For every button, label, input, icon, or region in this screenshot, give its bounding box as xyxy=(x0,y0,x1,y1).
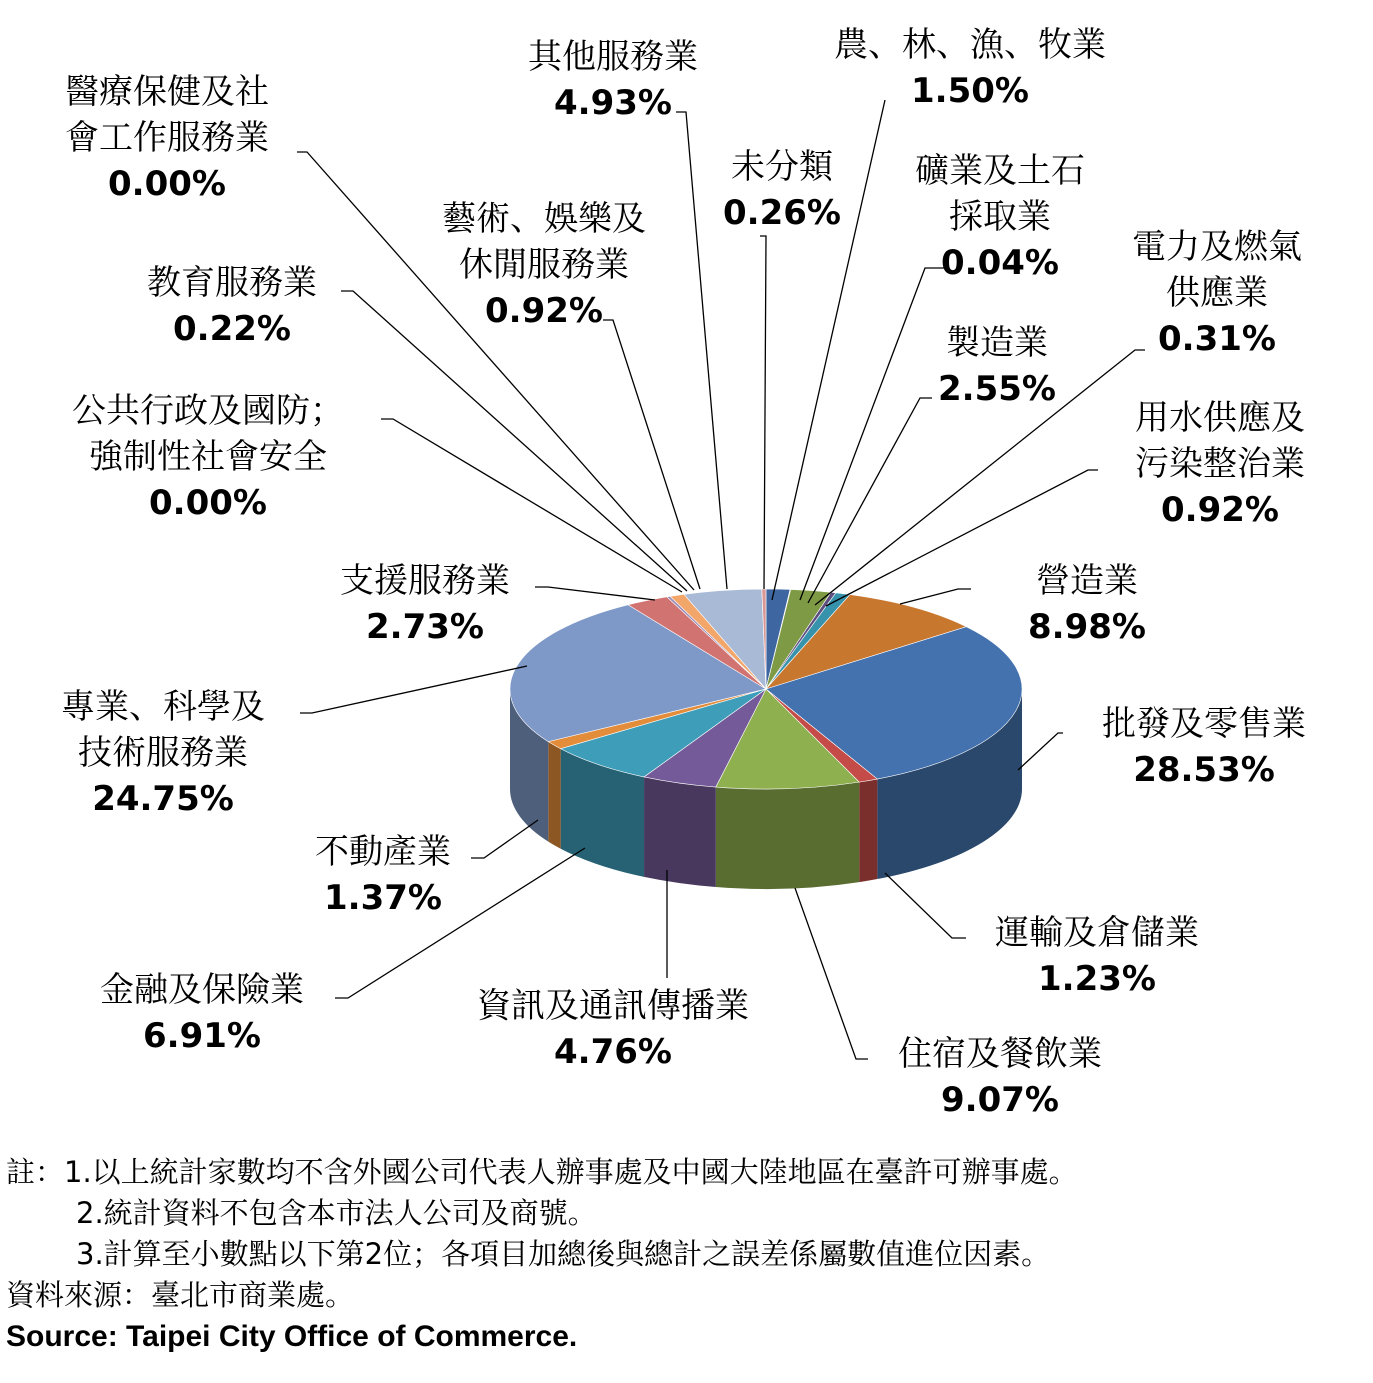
leader-line-17 xyxy=(603,320,700,589)
data-label-value: 1.23% xyxy=(1038,959,1156,999)
data-label-name: 醫療保健及社 xyxy=(65,72,269,112)
data-label-value: 0.26% xyxy=(723,193,841,233)
data-label-value: 24.75% xyxy=(92,779,234,819)
data-label-0 xyxy=(834,25,1106,111)
data-label-name: 批發及零售業 xyxy=(1102,704,1306,744)
data-label-name: 支援服務業 xyxy=(340,561,510,601)
data-label-9 xyxy=(477,986,749,1072)
data-label-name: 住宿及餐飲業 xyxy=(898,1034,1102,1074)
data-label-name: 強制性社會安全 xyxy=(89,437,327,477)
data-label-name: 農、林、漁、牧業 xyxy=(834,25,1106,65)
data-label-16 xyxy=(65,72,269,204)
leader-line-18 xyxy=(676,112,727,589)
data-label-name: 休閒服務業 xyxy=(459,245,629,285)
data-label-6 xyxy=(1102,704,1306,790)
data-label-name: 教育服務業 xyxy=(147,263,317,303)
data-label-12 xyxy=(61,687,265,819)
data-label-name: 金融及保險業 xyxy=(100,970,304,1010)
data-label-name: 會工作服務業 xyxy=(65,118,269,158)
data-label-15 xyxy=(147,263,317,349)
data-label-value: 0.92% xyxy=(485,291,603,331)
data-label-value: 28.53% xyxy=(1133,750,1275,790)
footnote-1: 註：1.以上統計家數均不含外國公司代表人辦事處及中國大陸地區在臺許可辦事處。 xyxy=(6,1155,1078,1189)
data-label-13 xyxy=(340,561,510,647)
data-label-name: 採取業 xyxy=(949,197,1051,237)
data-label-1 xyxy=(915,151,1085,283)
leader-line-1 xyxy=(800,268,945,600)
data-label-value: 6.91% xyxy=(143,1016,261,1056)
slice-side-8 xyxy=(716,782,859,889)
leader-line-6 xyxy=(1018,733,1063,770)
data-label-name: 不動產業 xyxy=(315,832,451,872)
data-label-value: 9.07% xyxy=(941,1080,1059,1120)
slice-side-11 xyxy=(548,742,560,849)
data-label-name: 運輸及倉儲業 xyxy=(995,913,1199,953)
data-label-name: 製造業 xyxy=(946,323,1048,363)
data-label-10 xyxy=(100,970,304,1056)
data-label-name: 營造業 xyxy=(1036,561,1138,601)
data-label-value: 0.22% xyxy=(173,309,291,349)
data-label-11 xyxy=(315,832,451,918)
data-label-name: 資訊及通訊傳播業 xyxy=(477,986,749,1026)
data-labels xyxy=(61,25,1306,1120)
footnote-2: 2.統計資料不包含本市法人公司及商號。 xyxy=(76,1196,597,1230)
data-label-value: 4.76% xyxy=(554,1032,672,1072)
data-label-5 xyxy=(1028,561,1146,647)
data-label-14 xyxy=(72,391,344,523)
data-label-name: 礦業及土石 xyxy=(915,151,1085,191)
leader-line-2 xyxy=(808,398,932,603)
footnotes xyxy=(6,1152,1373,1357)
leader-line-5 xyxy=(900,589,971,604)
leader-line-8 xyxy=(795,888,868,1059)
data-label-name: 電力及燃氣 xyxy=(1132,227,1302,267)
data-label-18 xyxy=(528,37,698,123)
data-label-value: 0.00% xyxy=(108,164,226,204)
data-label-name: 專業、科學及 xyxy=(61,687,265,727)
data-label-name: 污染整治業 xyxy=(1135,444,1305,484)
data-label-value: 2.73% xyxy=(366,607,484,647)
leader-line-15 xyxy=(341,291,687,591)
data-label-value: 1.37% xyxy=(324,878,442,918)
data-label-name: 未分類 xyxy=(731,147,833,187)
leader-line-19 xyxy=(760,236,766,589)
data-label-value: 0.92% xyxy=(1161,490,1279,530)
data-label-2 xyxy=(938,323,1056,409)
data-label-value: 0.00% xyxy=(149,483,267,523)
data-label-value: 0.31% xyxy=(1158,319,1276,359)
source-chinese: 資料來源：臺北市商業處。 xyxy=(6,1278,355,1312)
data-label-value: 0.04% xyxy=(941,243,1059,283)
data-label-name: 藝術、娛樂及 xyxy=(442,199,646,239)
data-label-8 xyxy=(898,1034,1102,1120)
slice-side-7 xyxy=(859,779,877,882)
leader-line-7 xyxy=(885,873,966,938)
pie-top xyxy=(510,589,1022,789)
slice-side-9 xyxy=(644,777,716,887)
data-label-name: 其他服務業 xyxy=(528,37,698,77)
data-label-4 xyxy=(1135,398,1305,530)
data-label-value: 1.50% xyxy=(911,71,1029,111)
data-label-19 xyxy=(723,147,841,233)
leader-line-12 xyxy=(300,666,527,713)
data-label-name: 技術服務業 xyxy=(78,733,248,773)
footnote-3: 3.計算至小數點以下第2位；各項目加總後與總計之誤差係屬數值進位因素。 xyxy=(76,1237,1051,1271)
data-label-name: 用水供應及 xyxy=(1135,398,1305,438)
data-label-value: 4.93% xyxy=(554,83,672,123)
source-english: Source: Taipei City Office of Commerce. xyxy=(6,1320,578,1353)
data-label-17 xyxy=(442,199,646,331)
data-label-7 xyxy=(995,913,1199,999)
data-label-value: 8.98% xyxy=(1028,607,1146,647)
data-label-name: 公共行政及國防； xyxy=(72,391,344,431)
data-label-3 xyxy=(1132,227,1302,359)
data-label-name: 供應業 xyxy=(1166,273,1268,313)
leader-line-13 xyxy=(535,587,655,600)
data-label-value: 2.55% xyxy=(938,369,1056,409)
